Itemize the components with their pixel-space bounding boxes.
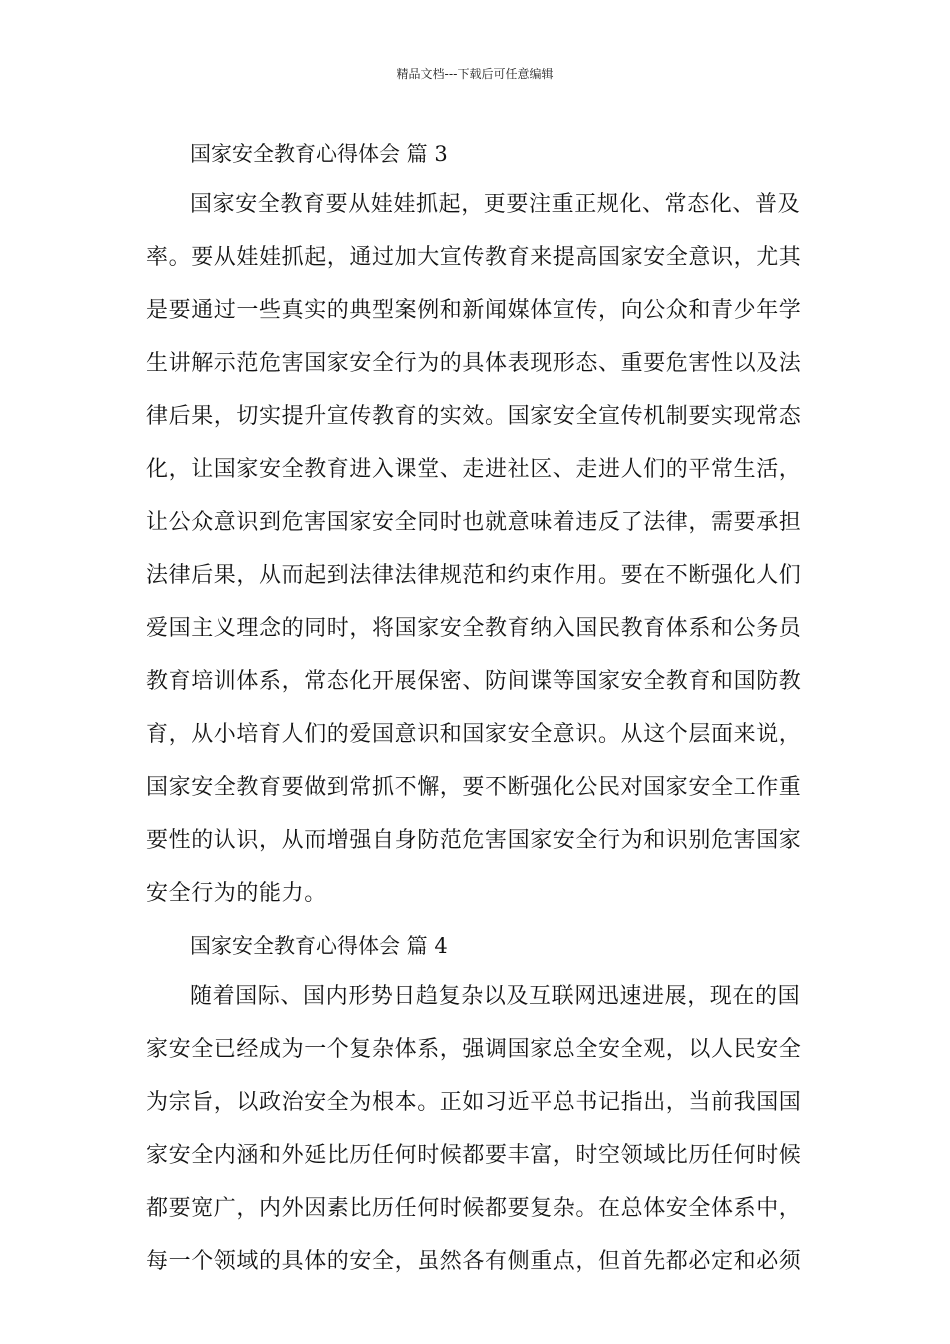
text-line: 为宗旨，以政治安全为根本。正如习近平总书记指出，当前我国国	[146, 1090, 802, 1115]
text-line: 都要宽广，内外因素比历任何时候都要复杂。在总体安全体系中，	[146, 1196, 802, 1221]
text-line: 教育培训体系，常态化开展保密、防间谍等国家安全教育和国防教	[146, 669, 802, 694]
section-paragraph	[146, 178, 808, 920]
text-line: 国家安全教育要做到常抓不懈，要不断强化公民对国家安全工作重	[146, 775, 802, 800]
text-line: 是要通过一些真实的典型案例和新闻媒体宣传，向公众和青少年学	[146, 298, 802, 323]
section-heading: 国家安全教育心得体会 篇 4	[190, 934, 448, 958]
text-line: 让公众意识到危害国家安全同时也就意味着违反了法律，需要承担	[146, 510, 802, 535]
text-line: 率。要从娃娃抓起，通过加大宣传教育来提高国家安全意识，尤其	[146, 245, 802, 270]
text-line: 国家安全教育要从娃娃抓起，更要注重正规化、常态化、普及	[190, 192, 801, 217]
text-line: 爱国主义理念的同时，将国家安全教育纳入国民教育体系和公务员	[146, 616, 802, 641]
text-line: 育，从小培育人们的爱国意识和国家安全意识。从这个层面来说，	[146, 722, 802, 747]
text-line: 化，让国家安全教育进入课堂、走进社区、走进人们的平常生活，	[146, 457, 802, 482]
text-line: 随着国际、国内形势日趋复杂以及互联网迅速进展，现在的国	[190, 984, 801, 1009]
text-line: 家安全已经成为一个复杂体系，强调国家总全安全观，以人民安全	[146, 1037, 802, 1062]
section-paragraph	[146, 970, 808, 1288]
text-line: 律后果，切实提升宣传教育的实效。国家安全宣传机制要实现常态	[146, 404, 802, 429]
text-line: 生讲解示范危害国家安全行为的具体表现形态、重要危害性以及法	[146, 351, 802, 376]
text-line: 每一个领域的具体的安全，虽然各有侧重点，但首先都必定和必须	[146, 1249, 802, 1274]
text-line: 要性的认识，从而增强自身防范危害国家安全行为和识别危害国家	[146, 828, 802, 853]
text-line: 安全行为的能力。	[146, 881, 327, 906]
document-body	[146, 130, 808, 1288]
page-header: 精品文档---下载后可任意编辑	[396, 67, 554, 81]
text-line: 法律后果，从而起到法律法律规范和约束作用。要在不断强化人们	[146, 563, 802, 588]
text-line: 家安全内涵和外延比历任何时候都要丰富，时空领域比历任何时候	[146, 1143, 802, 1168]
section-heading: 国家安全教育心得体会 篇 3	[190, 142, 448, 166]
